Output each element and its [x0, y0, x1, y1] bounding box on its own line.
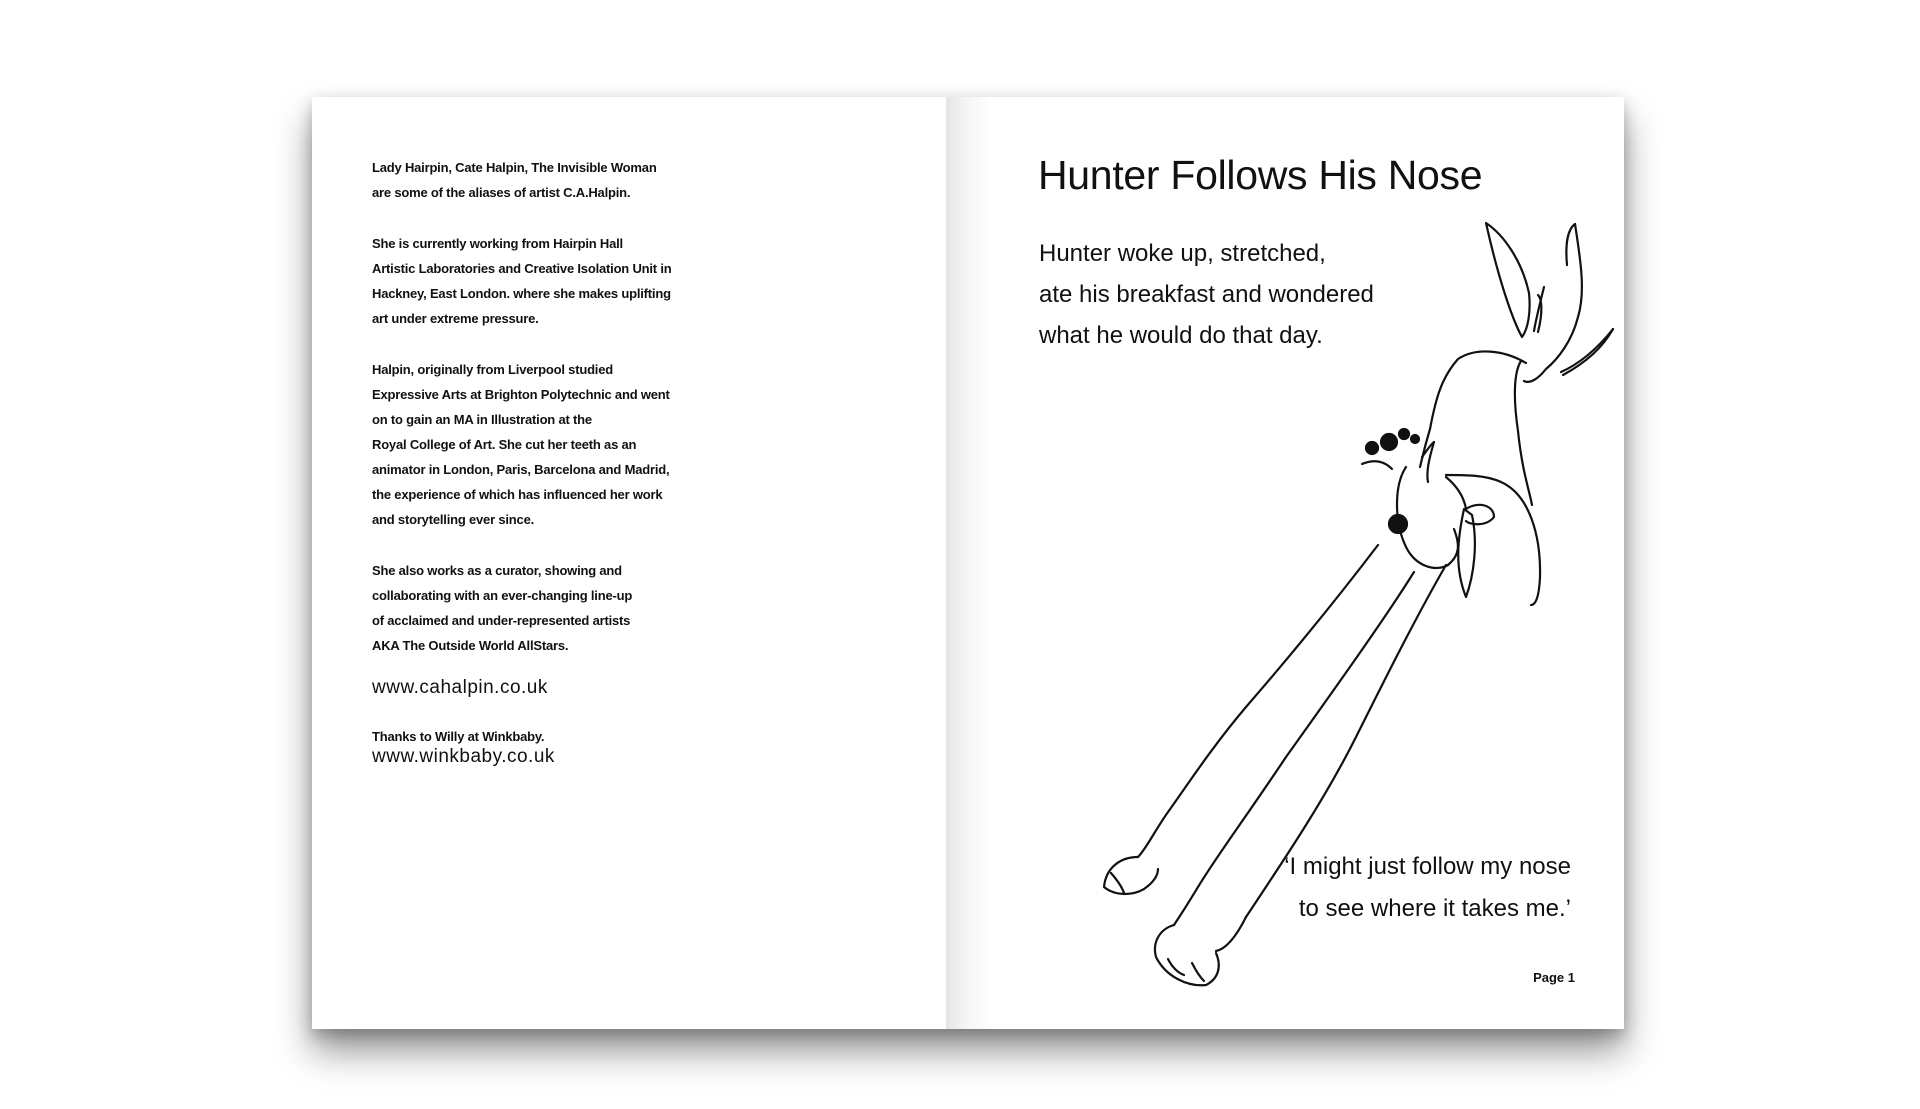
- bio-paragraph-studio: [372, 231, 712, 331]
- bio-line: She is currently working from Hairpin Hall: [372, 236, 623, 251]
- bio-line: art under extreme pressure.: [372, 311, 539, 326]
- quote-line: to see where it takes me.’: [1298, 895, 1571, 922]
- bio-line: Hackney, East London. where she makes uplifting: [372, 286, 671, 301]
- artist-bio: [372, 155, 712, 793]
- bio-line: collaborating with an ever-changing line-up: [372, 588, 633, 603]
- story-title: Hunter Follows His Nose: [1038, 152, 1483, 198]
- bio-line: animator in London, Paris, Barcelona and Madrid,: [372, 462, 670, 477]
- bio-line: Expressive Arts at Brighton Polytechnic and went: [372, 387, 670, 402]
- bio-line: She also works as a curator, showing and: [372, 563, 622, 578]
- left-page: [312, 97, 946, 1029]
- bio-line: the experience of which has influenced her work: [372, 487, 663, 502]
- bio-paragraph-curator: [372, 558, 712, 658]
- bio-line: on to gain an MA in Illustration at the: [372, 412, 592, 427]
- intro-line: ate his breakfast and wondered: [1039, 281, 1374, 308]
- winkbaby-website-link[interactable]: www.winkbaby.co.uk: [372, 746, 555, 767]
- bio-line: of acclaimed and under-represented artists: [372, 613, 631, 628]
- bio-line: Artistic Laboratories and Creative Isolation Unit in: [372, 261, 672, 276]
- bio-line: are some of the aliases of artist C.A.Halpin.: [372, 185, 631, 200]
- book-spread: [312, 97, 1624, 1029]
- artist-website-link[interactable]: www.cahalpin.co.uk: [372, 677, 548, 698]
- bio-paragraph-education: [372, 357, 712, 532]
- bio-line: Halpin, originally from Liverpool studied: [372, 362, 613, 377]
- story-quote: [1284, 846, 1571, 930]
- right-page: [946, 97, 1624, 1029]
- bio-line: Royal College of Art. She cut her teeth as an: [372, 437, 637, 452]
- bio-line: Lady Hairpin, Cate Halpin, The Invisible Woman: [372, 160, 657, 175]
- page-number: Page 1: [1533, 970, 1575, 985]
- quote-line: ‘I might just follow my nose: [1284, 853, 1571, 880]
- bio-paragraph-aliases: [372, 155, 712, 205]
- bio-line: and storytelling ever since.: [372, 512, 535, 527]
- thanks-note: Thanks to Willy at Winkbaby.: [372, 729, 545, 744]
- story-intro: [1039, 233, 1374, 356]
- intro-line: Hunter woke up, stretched,: [1039, 240, 1326, 267]
- intro-line: what he would do that day.: [1039, 322, 1323, 349]
- bio-line: AKA The Outside World AllStars.: [372, 638, 569, 653]
